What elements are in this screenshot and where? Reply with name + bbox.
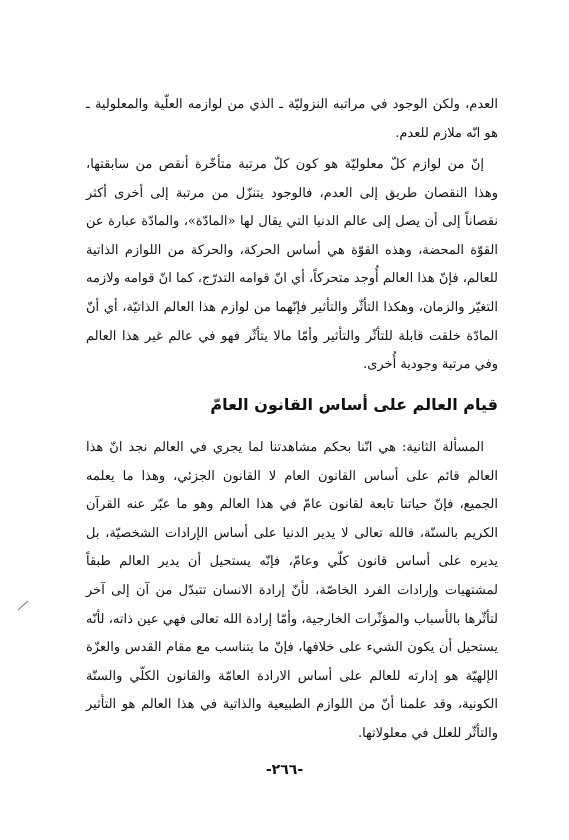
text-paragraph-continued: [86, 91, 498, 148]
text-paragraph-first-question: [86, 151, 498, 380]
paragraph-text: المسألة الثانية: هي انّنا بحكم مشاهدتنا لما يجري في العالم نجد انّ هذا العالم قائم على أساس القانون العام لا القانون الجزئي، وهذا ما يعلمه الجميع، فإنّ حياتنا تابعة لقانون عامّ في هذا العالم وهو ما عبّر عنه القرآن الكريم بالسنّة، فالله تعالى لا يدير الدنيا على أساس الإرادات الشخصيّة، بل يديره على أساس قانون كلّي وعامّ، فإنّه يستحيل أن يدير العالم طبقاً لمشتهيات وإرادات الفرد الخاصّة، لأنّ إرادة الانسان تتبدّل من آن إلى آخر لتأثّرها بالأسباب والمؤثّرات الخارجية، وأمّا إرادة الله تعالى فهي عين ذاته، لأنّه يستحيل أن يكون الشيء على خلافها، فإنّ ما يتناسب مع مقام القدس والعزّة الإلهيّة هو إدارته للعالم على أساس الارادة العامّة والقانون الكلّي والسنّة الكونية، وقد علمنا أنّ من اللوازم الطبيعية والذاتية في هذا العالم هو التأثير والتأثّر للعلل في معلولاتها.: [86, 440, 498, 741]
text-paragraph-second-question: [86, 434, 498, 749]
paragraph-text: العدم، ولكن الوجود في مراتبه النزوليّة ـ الذي من لوازمه العلّية والمعلولية ـ هو انّه ملازم للعدم.: [86, 97, 498, 141]
section-heading: قيام العالم على أساس القانون العامّ: [210, 395, 498, 414]
margin-pencil-mark: [16, 598, 30, 612]
page-number: -٢٦٦-: [265, 762, 304, 778]
paragraph-text: إنّ من لوازم كلّ معلوليّة هو كون كلّ مرتبة متأخّرة أنقص من سابقتها، وهذا النقصان طريق إلى العدم، فالوجود يتنزّل من مرتبة إلى أخرى أكثر نقصاناً إلى أن يصل إلى عالم الدنيا التي يقال لها «المادّة»، والمادّة عبارة عن القوّة المحضة، وهذه القوّة هي أساس الحركة، والحركة من اللوازم الذاتية للعالم، فإنّ هذا العالم أُوجد متحركاً، أي انّ قوامه التدرّج، كما انّ قوامه ولازمه التغيّر والزمان، وهكذا التأثّر والتأثير فإنّهما من لوازم هذا العالم الذاتيّة، أي أنّ المادّة خلقت قابلة للتأثّر والتأثير وأمّا مالا يتأثّر فهو في عالم غير هذا العالم وفي مرتبة وجودية أُخرى.: [86, 157, 498, 373]
